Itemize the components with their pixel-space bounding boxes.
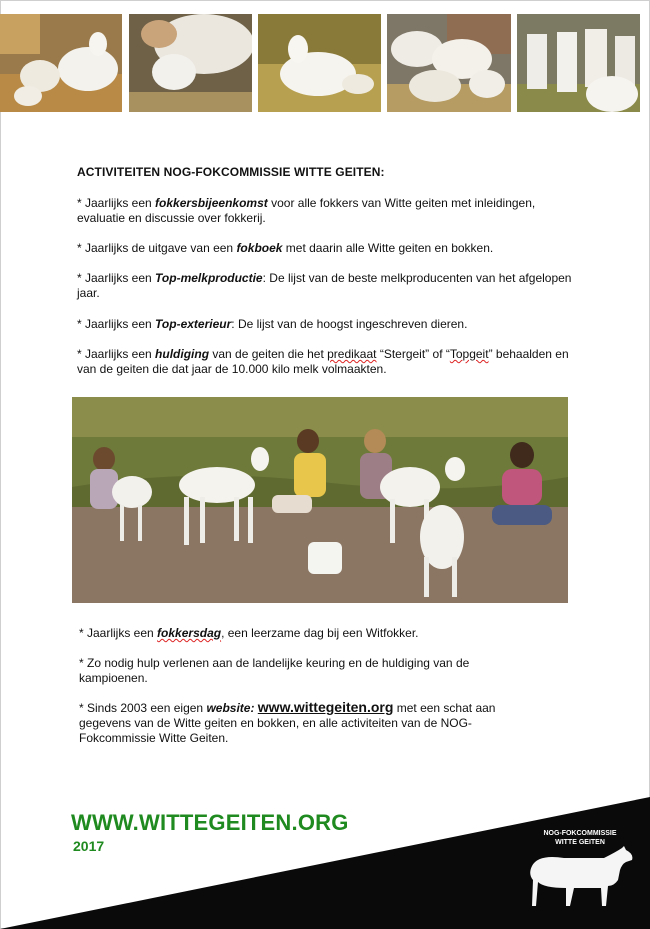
- page-heading: ACTIVITEITEN NOG-FOKCOMMISSIE WITTE GEITEN:: [77, 165, 385, 179]
- logo-line: WITTE GEITEN: [555, 839, 605, 846]
- photo-children-with-goats: [72, 397, 568, 603]
- goat-logo-icon: [524, 846, 636, 916]
- footer-url[interactable]: WWW.WITTEGEITEN.ORG: [71, 810, 349, 835]
- activity-item-huldiging: [77, 347, 577, 377]
- item-text: met daarin alle Witte geiten en bokken.: [282, 241, 494, 255]
- photo-goats-standing: [517, 14, 640, 112]
- activity-item-website: [79, 700, 544, 746]
- photo-kids-group: [387, 14, 511, 112]
- item-text: : De lijst van de beste melkproducenten van het afgelopen jaar.: [77, 271, 572, 300]
- photo-kids-nursing: [129, 14, 252, 112]
- item-emphasis: fokkersdag: [157, 626, 222, 640]
- spellcheck-word: Topgeit: [449, 347, 489, 361]
- item-text: : De lijst van de hoogst ingeschreven dieren.: [231, 317, 468, 331]
- footer-year: 2017: [73, 838, 105, 854]
- item-text: ” behaalden en van de geiten die dat jaar de 10.000 kilo melk volmaakten.: [77, 347, 569, 376]
- item-text: van de geiten die het: [209, 347, 328, 361]
- item-text: * Jaarlijks een: [77, 271, 156, 285]
- item-text: * Sinds 2003 een eigen: [79, 701, 207, 715]
- spellcheck-word: predikaat: [327, 347, 377, 361]
- item-emphasis: Top-exterieur: [155, 317, 232, 331]
- item-text: “Stergeit” of “: [376, 347, 450, 361]
- item-text: , een leerzame dag bij een Witfokker.: [221, 626, 419, 640]
- photo-kids-with-goats: [0, 14, 122, 112]
- photo-strip: [0, 14, 650, 112]
- item-emphasis: website:: [206, 701, 255, 715]
- activity-item-keuring: * Zo nodig hulp verlenen aan de landelijke keuring en de huldiging van de kampioenen.: [79, 656, 470, 685]
- item-text: * Jaarlijks een: [77, 347, 156, 361]
- website-link[interactable]: www.wittegeiten.org: [257, 699, 394, 715]
- item-emphasis: fokboek: [236, 241, 283, 255]
- item-text: * Jaarlijks een: [79, 626, 158, 640]
- activity-item-top-melkproductie: [77, 271, 577, 301]
- photo-kid-in-straw: [258, 14, 381, 112]
- item-text: voor alle fokkers van Witte geiten met inleidingen, evaluatie en discussie over fokkerij.: [77, 196, 536, 225]
- activity-item-fokkersbijeenkomst: [77, 196, 577, 226]
- item-emphasis: huldiging: [155, 347, 210, 361]
- activity-item-fokkersdag: [79, 626, 579, 641]
- item-emphasis: fokkersbijeenkomst: [155, 196, 268, 210]
- item-emphasis: Top-melkproductie: [155, 271, 263, 285]
- logo-text: [520, 829, 640, 847]
- item-text: * Jaarlijks een: [77, 196, 156, 210]
- item-text: * Jaarlijks een: [77, 317, 156, 331]
- item-text: * Jaarlijks de uitgave van een: [77, 241, 237, 255]
- logo-line: NOG-FOKCOMMISSIE: [543, 830, 617, 837]
- item-text: met een schat aan gegevens van de Witte geiten en bokken, en alle activiteiten van de NOG-Fokcommissie Witte Geiten.: [79, 701, 496, 745]
- activity-item-top-exterieur: [77, 317, 577, 332]
- activity-item-fokboek: [77, 241, 577, 256]
